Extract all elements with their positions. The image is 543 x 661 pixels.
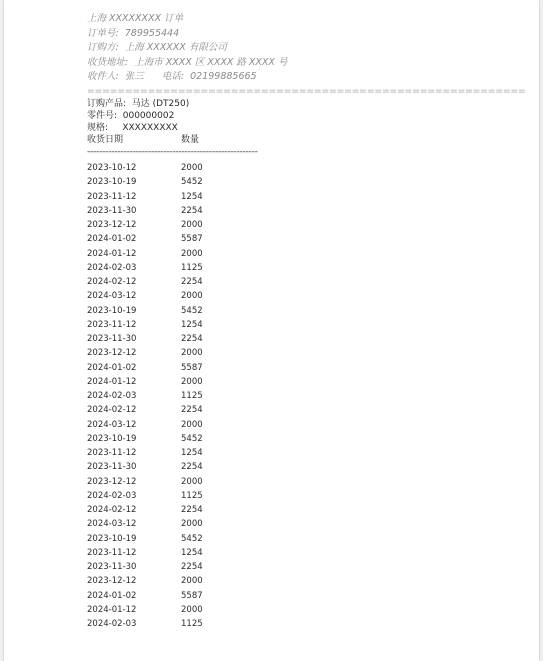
- quantity: 1125: [181, 262, 203, 273]
- delivery-date: 2024-01-02: [87, 362, 137, 373]
- delivery-date: 2023-11-12: [87, 319, 137, 330]
- quantity: 2254: [181, 405, 203, 416]
- delivery-date: 2023-12-12: [87, 576, 137, 587]
- part-number: 零件号: 000000002: [87, 110, 175, 121]
- table-row: [87, 361, 525, 375]
- table-row: [87, 175, 525, 189]
- table-row: [87, 161, 525, 175]
- quantity: 2000: [181, 419, 203, 430]
- delivery-date: 2023-11-12: [87, 448, 137, 458]
- delivery-date: 2024-02-12: [87, 505, 137, 515]
- table-row: [87, 389, 525, 403]
- delivery-date: 2024-02-03: [87, 619, 137, 629]
- delivery-date: 2024-03-12: [87, 519, 137, 530]
- table-row: [87, 517, 525, 531]
- document-content: [87, 12, 525, 631]
- table-row: [87, 218, 525, 232]
- delivery-date: 2023-12-12: [87, 348, 137, 359]
- quantity: 5587: [181, 590, 203, 601]
- table-row: [87, 489, 525, 503]
- quantity: 2254: [181, 334, 203, 344]
- quantity: 1125: [181, 391, 203, 401]
- table-row: [87, 346, 525, 360]
- table-row: [87, 403, 525, 417]
- quantity: 2000: [181, 519, 203, 530]
- table-row: [87, 432, 525, 446]
- table-row: [87, 318, 525, 332]
- delivery-date: 2023-11-30: [87, 334, 137, 344]
- delivery-date: 2024-01-12: [87, 248, 137, 259]
- quantity: 1125: [181, 619, 203, 629]
- quantity: 2254: [181, 277, 203, 287]
- delivery-table: [87, 161, 525, 631]
- table-header: [87, 134, 525, 147]
- table-row: [87, 332, 525, 346]
- delivery-date: 2023-10-19: [87, 305, 137, 316]
- quantity: 2000: [181, 576, 203, 587]
- delivery-date: 2023-11-30: [87, 205, 137, 216]
- delivery-date: 2023-10-12: [87, 163, 137, 173]
- quantity: 2000: [181, 248, 203, 259]
- quantity: 5452: [181, 533, 203, 544]
- table-row: [87, 418, 525, 432]
- product-name: 订购产品: 马达 (DT250): [87, 98, 190, 109]
- table-row: [87, 204, 525, 218]
- quantity: 2000: [181, 163, 203, 173]
- delivery-date: 2023-10-19: [87, 433, 137, 444]
- table-row: [87, 475, 525, 489]
- table-row: [87, 261, 525, 275]
- order-number: 订单号: 789955444: [87, 27, 180, 39]
- delivery-date: 2023-10-19: [87, 177, 137, 188]
- column-header-date: 收货日期: [87, 134, 124, 145]
- quantity: 2254: [181, 505, 203, 515]
- order-title: 上海 XXXXXXXX 订单: [87, 13, 184, 24]
- delivery-date: 2024-01-12: [87, 604, 137, 615]
- quantity: 1254: [181, 547, 203, 558]
- delivery-date: 2023-11-30: [87, 562, 137, 572]
- quantity: 5452: [181, 177, 203, 188]
- table-row: [87, 232, 525, 246]
- table-row: [87, 603, 525, 617]
- table-row: [87, 275, 525, 289]
- table-row: [87, 446, 525, 460]
- table-row: [87, 304, 525, 318]
- table-row: [87, 289, 525, 303]
- quantity: 2000: [181, 220, 203, 230]
- delivery-date: 2023-11-12: [87, 191, 137, 202]
- delivery-date: 2024-02-12: [87, 277, 137, 287]
- delivery-date: 2023-11-30: [87, 462, 137, 473]
- table-row: [87, 617, 525, 631]
- quantity: 2000: [181, 476, 203, 487]
- quantity: 5452: [181, 433, 203, 444]
- quantity: 1254: [181, 319, 203, 330]
- shipping-address: 收货地址: 上海市 XXXX 区 XXXX 路 XXXX 号: [87, 56, 288, 68]
- delivery-date: 2024-01-02: [87, 234, 137, 245]
- quantity: 1254: [181, 191, 203, 202]
- table-separator: --------------------------------------------------------: [87, 147, 258, 157]
- delivery-date: 2024-03-12: [87, 291, 137, 302]
- table-row: [87, 503, 525, 517]
- delivery-date: 2024-01-02: [87, 590, 137, 601]
- specification: 规格: XXXXXXXXX: [87, 122, 178, 133]
- quantity: 2254: [181, 205, 203, 216]
- quantity: 2000: [181, 376, 203, 387]
- delivery-date: 2023-12-12: [87, 220, 137, 230]
- quantity: 5452: [181, 305, 203, 316]
- delivery-date: 2024-02-03: [87, 490, 137, 501]
- quantity: 2000: [181, 291, 203, 302]
- table-row: [87, 589, 525, 603]
- delivery-date: 2024-02-03: [87, 391, 137, 401]
- quantity: 1254: [181, 448, 203, 458]
- quantity: 5587: [181, 362, 203, 373]
- table-row: [87, 532, 525, 546]
- delivery-date: 2024-02-03: [87, 262, 137, 273]
- order-header: [87, 12, 525, 85]
- quantity: 2254: [181, 562, 203, 572]
- quantity: 2254: [181, 462, 203, 473]
- table-row: [87, 190, 525, 204]
- delivery-date: 2023-11-12: [87, 547, 137, 558]
- table-row: [87, 574, 525, 588]
- header-separator: ==========================================================: [87, 85, 526, 97]
- buyer: 订购方: 上海 XXXXXX 有限公司: [87, 42, 227, 53]
- table-row: [87, 546, 525, 560]
- table-row: [87, 460, 525, 474]
- table-row: [87, 247, 525, 261]
- document-page: [4, 0, 539, 661]
- delivery-date: 2024-03-12: [87, 419, 137, 430]
- quantity: 2000: [181, 348, 203, 359]
- quantity: 5587: [181, 234, 203, 245]
- table-row: [87, 375, 525, 389]
- quantity: 2000: [181, 604, 203, 615]
- quantity: 1125: [181, 490, 203, 501]
- delivery-date: 2023-10-19: [87, 533, 137, 544]
- delivery-date: 2023-12-12: [87, 476, 137, 487]
- table-row: [87, 560, 525, 574]
- recipient-phone: 收件人: 张三 电话: 02199885665: [87, 71, 257, 82]
- delivery-date: 2024-01-12: [87, 376, 137, 387]
- delivery-date: 2024-02-12: [87, 405, 137, 416]
- column-header-qty: 数量: [181, 134, 200, 145]
